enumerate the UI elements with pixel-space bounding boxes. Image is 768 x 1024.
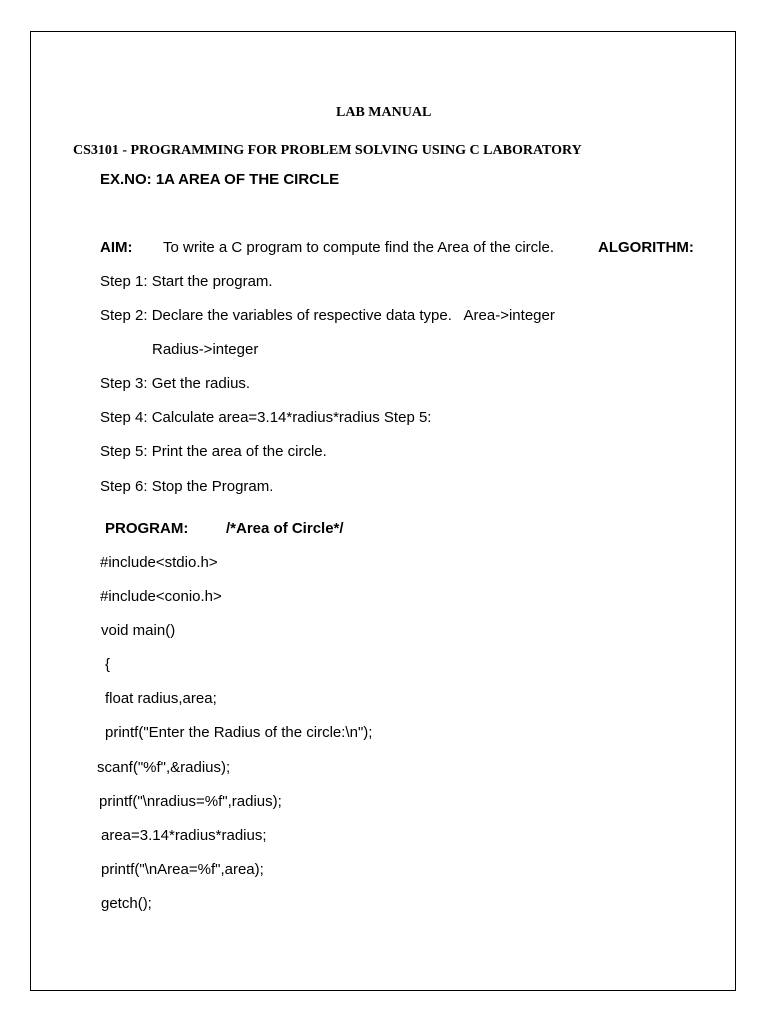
algorithm-step-1: Step 1: Start the program. — [100, 273, 273, 290]
code-line: void main() — [101, 622, 176, 639]
algorithm-label: ALGORITHM: — [598, 239, 694, 256]
algorithm-step-4: Step 4: Calculate area=3.14*radius*radius Step 5: — [100, 409, 432, 426]
code-line: #include<conio.h> — [100, 588, 222, 605]
code-line: #include<stdio.h> — [100, 554, 218, 571]
code-line: { — [105, 656, 111, 673]
code-line: printf("\nArea=%f",area); — [101, 861, 264, 878]
algorithm-step-6: Step 6: Stop the Program. — [100, 478, 274, 495]
code-line: area=3.14*radius*radius; — [101, 827, 267, 844]
course-title: CS3101 - PROGRAMMING FOR PROBLEM SOLVING USING C LABORATORY — [73, 143, 582, 158]
code-line: printf("\nradius=%f",radius); — [99, 793, 282, 810]
algorithm-step-2-continued: Radius->integer — [152, 341, 259, 358]
code-line: printf("Enter the Radius of the circle:\n"); — [105, 724, 373, 741]
algorithm-step-5: Step 5: Print the area of the circle. — [100, 443, 327, 460]
algorithm-step-2: Step 2: Declare the variables of respective data type. Area->integer — [100, 307, 555, 324]
program-comment: /*Area of Circle*/ — [226, 520, 344, 537]
code-line: float radius,area; — [105, 690, 217, 707]
exercise-heading: EX.NO: 1A AREA OF THE CIRCLE — [100, 171, 340, 188]
aim-label: AIM: — [100, 239, 133, 256]
code-line: getch(); — [101, 895, 152, 912]
code-line: scanf("%f",&radius); — [97, 759, 231, 776]
program-label: PROGRAM: — [105, 520, 189, 537]
document-title: LAB MANUAL — [336, 105, 432, 120]
aim-text: To write a C program to compute find the Area of the circle. — [163, 239, 555, 256]
algorithm-step-3: Step 3: Get the radius. — [100, 375, 251, 392]
